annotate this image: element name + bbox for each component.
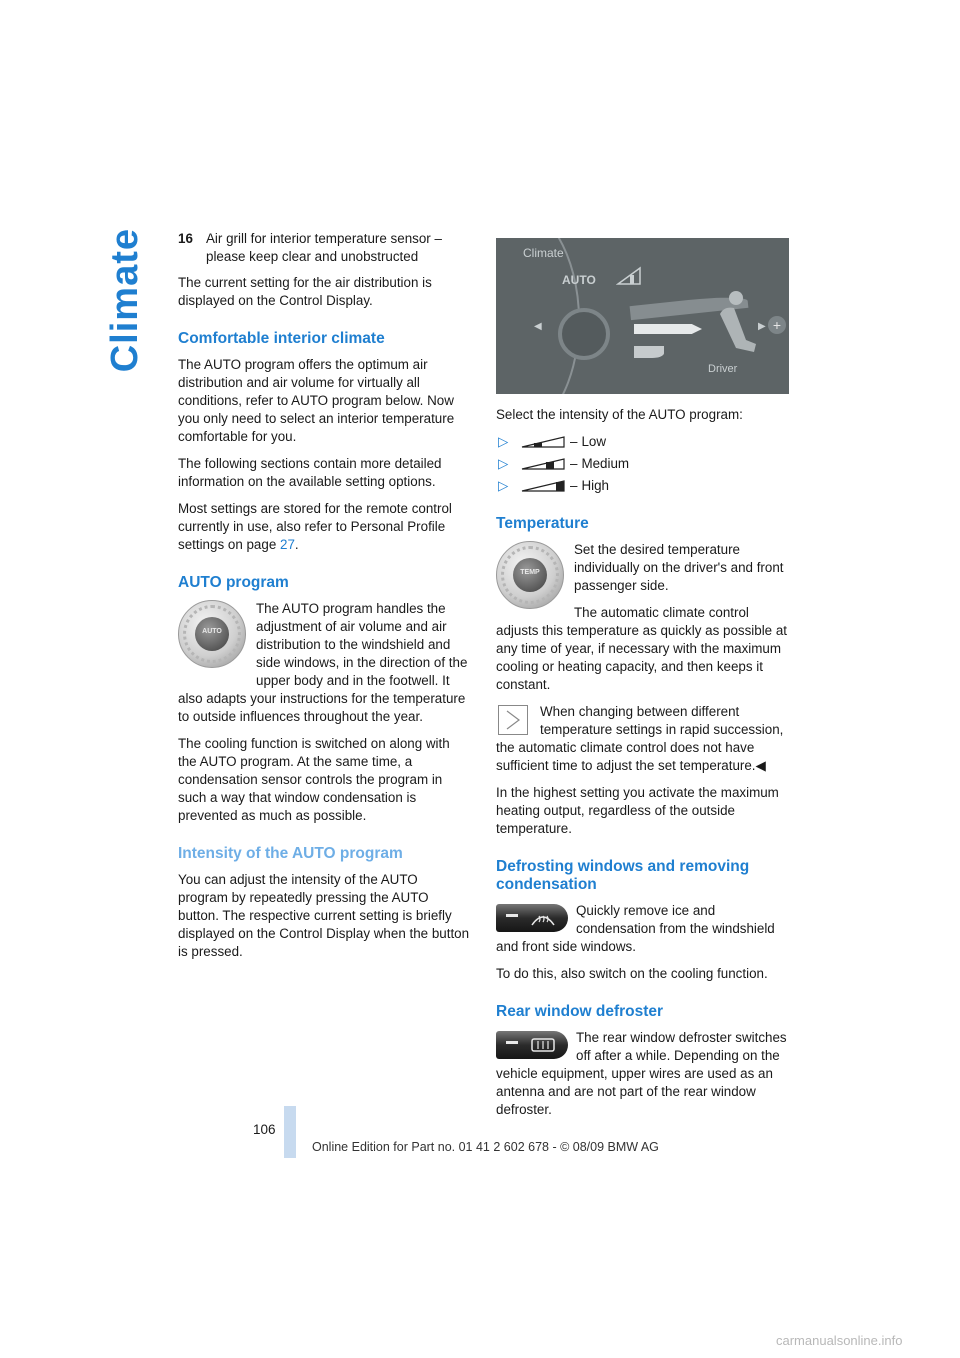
display-auto-label: AUTO <box>562 273 596 287</box>
control-display-screenshot <box>496 238 789 394</box>
intensity-list <box>496 433 788 495</box>
bullet-triangle-icon: ▷ <box>498 478 509 493</box>
air-flow-upper-body-icon <box>634 324 702 334</box>
intensity-high-icon <box>520 479 566 493</box>
heading-intensity: Intensity of the AUTO program <box>178 845 403 862</box>
heading-comfortable-climate: Comfortable interior climate <box>178 330 385 347</box>
list-item: ▷ – Low <box>498 434 607 449</box>
heading-auto-program: AUTO program <box>178 574 289 591</box>
arrow-right-icon: ▶ <box>758 321 766 332</box>
list-item <box>178 230 470 266</box>
intensity-label: Low <box>581 434 607 449</box>
footer-bar <box>284 1106 296 1158</box>
air-flow-footwell-icon <box>634 346 664 358</box>
bullet-triangle-icon: ▷ <box>498 434 509 449</box>
arrow-left-icon: ◀ <box>534 321 542 332</box>
list-item: ▷ – Medium <box>498 456 630 471</box>
paragraph: Set the desired temperature individually on the driver's and front passenger side. <box>574 542 784 593</box>
list-item: ▷ – High <box>498 478 609 493</box>
page-link[interactable]: 27 <box>280 537 295 552</box>
footer-edition: Online Edition for Part no. 01 41 2 602 678 - © 08/09 BMW AG <box>312 1140 659 1154</box>
paragraph: The rear window defroster switches off after a while. Depending on the vehicle equipment, upper wires are used as an antenna and are not part of the rear window defroster. <box>496 1030 787 1117</box>
section-title: Climate <box>104 228 146 373</box>
paragraph: To do this, also switch on the cooling function. <box>496 966 768 981</box>
controller-circle-icon <box>558 308 610 360</box>
left-column <box>178 230 470 970</box>
note-paragraph: When changing between different temperature settings in rapid succession, the automatic climate control does not have sufficient time to adjust the set temperature.◀ <box>496 704 784 773</box>
item-number: 16 <box>178 231 193 246</box>
item-text: Air grill for interior temperature sensor – please keep clear and unobstructed <box>206 231 442 264</box>
intensity-label: Medium <box>581 456 630 471</box>
bullet-triangle-icon: ▷ <box>498 456 509 471</box>
windshield-defrost-button-image <box>496 904 568 932</box>
auto-knob-icon: AUTO <box>178 600 246 668</box>
paragraph: The following sections contain more detailed information on the available setting options. <box>178 456 442 489</box>
paragraph: Select the intensity of the AUTO program: <box>496 407 743 422</box>
auto-knob-image <box>178 600 246 668</box>
paragraph: Most settings are stored for the remote control currently in use, also refer to Personal Profile settings on page 27. <box>178 501 452 552</box>
paragraph: The cooling function is switched on along with the AUTO program. At the same time, a condensation sensor controls the program in such a way that window condensation is prevented as much as possible. <box>178 736 450 823</box>
paragraph: The AUTO program handles the adjustment of air volume and air distribution to the windshield and side windows, in the direction of the upper body and in the footwell. It also adapts your instructions for the temperature to outside influences throughout the year. <box>178 601 468 724</box>
right-column <box>496 230 788 1128</box>
heading-temperature: Temperature <box>496 515 589 532</box>
paragraph: The current setting for the air distribution is displayed on the Control Display. <box>178 275 432 308</box>
heading-rear-defroster: Rear window defroster <box>496 1003 664 1020</box>
intensity-low-icon <box>520 435 566 449</box>
windshield-defrost-icon <box>530 909 556 927</box>
paragraph: The automatic climate control adjusts this temperature as quickly as possible at any time of year, if necessary with the maximum cooling or heating capacity, and then keeps it constant. <box>496 605 788 692</box>
temp-knob-icon: TEMP <box>496 541 564 609</box>
heading-defrost: Defrosting windows and removing condensation <box>496 858 750 893</box>
plus-icon: + <box>768 316 786 334</box>
temp-knob-image <box>496 541 564 609</box>
intensity-label: High <box>581 478 609 493</box>
paragraph: In the highest setting you activate the maximum heating output, regardless of the outside temperature. <box>496 785 779 836</box>
paragraph: The AUTO program offers the optimum air distribution and air volume for virtually all conditions, refer to AUTO program below. Now you only need to select an interior temperature comfortable for you. <box>178 357 455 444</box>
display-title: Climate <box>523 246 564 260</box>
paragraph: You can adjust the intensity of the AUTO program by repeatedly pressing the AUTO button. The respective current setting is briefly displayed on the Control Display when the button is pressed. <box>178 872 470 959</box>
intensity-medium-icon <box>520 457 566 471</box>
watermark: carmanualsonline.info <box>776 1333 903 1348</box>
seat-icon <box>706 290 758 358</box>
display-driver-label: Driver <box>708 363 738 375</box>
rear-defrost-button-image <box>496 1031 568 1059</box>
note-triangle-icon <box>498 705 528 735</box>
paragraph: Quickly remove ice and condensation from the windshield and front side windows. <box>496 903 775 954</box>
page-number: 106 <box>253 1122 276 1137</box>
intensity-bars-icon <box>616 266 642 286</box>
rear-defrost-icon <box>530 1036 556 1054</box>
